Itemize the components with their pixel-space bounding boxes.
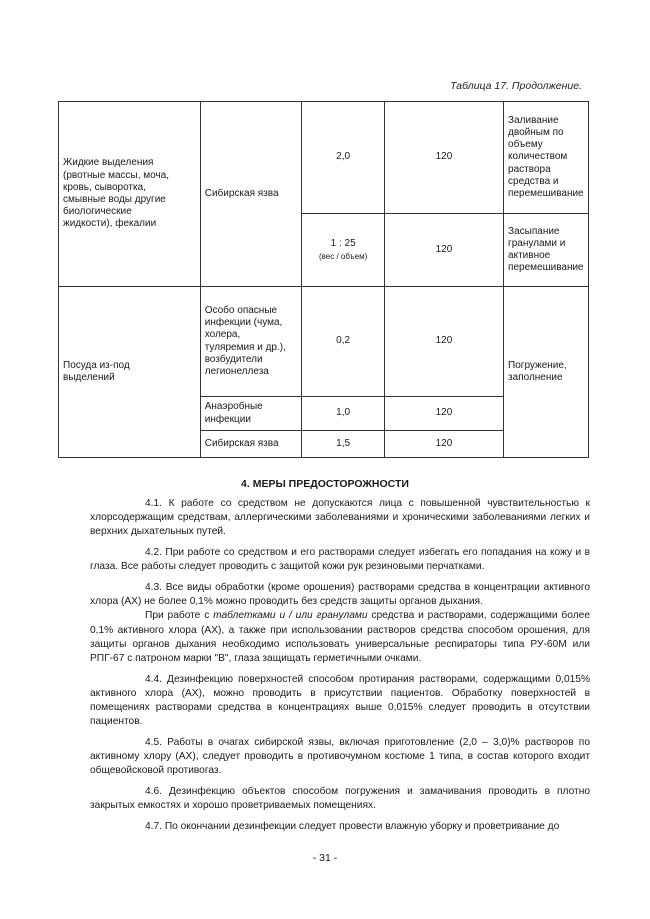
time-cell: 120 [384, 214, 503, 287]
time-cell: 120 [384, 102, 503, 214]
paragraph-4-4: 4.4. Дезинфекцию поверхностей способом протирания растворами, содержащими 0,015% активного хлора (АХ), можно проводить в присутствии пациентов. Обработку поверхностей в помещениях растворами средства в концентрациях выше 0,015% следует проводить в отсутствии пациентов. [90, 673, 590, 728]
paragraph-4-3: 4.3. Все виды обработки (кроме орошения) растворами средства в концентрации активного хлора (АХ) не более 0,1% можно проводить без средств защиты органов дыхания. [90, 582, 590, 608]
method-cell: Засыпание гранулами и активное перемешивание [504, 214, 589, 287]
method-cell: Погружение, заполнение [504, 287, 589, 458]
object-cell: Посуда из-под выделений [59, 287, 201, 458]
object-cell: Жидкие выделения (рвотные массы, моча, кровь, сыворотка, смывные воды другие биологические жидкости), фекалии [59, 102, 201, 287]
concentration-cell: 1,0 [302, 397, 385, 431]
infection-cell: Анаэробные инфекции [200, 397, 302, 431]
concentration-cell: 2,0 [302, 102, 385, 214]
emphasis-text: таблетками и / или гранулами [213, 610, 368, 622]
disinfection-table [58, 101, 589, 458]
concentration-cell [302, 214, 385, 287]
infection-cell: Сибирская язва [200, 102, 302, 287]
paragraph-4-3-continued [90, 609, 590, 666]
paragraph-4-5: 4.5. Работы в очагах сибирской язвы, включая приготовление (2,0 – 3,0)% растворов по активному хлору (АХ), следует проводить в противочумном костюме 1 типа, в состав которого входит общевойсковой противогаз. [90, 737, 590, 777]
table-caption: Таблица 17. Продолжение. [450, 80, 582, 92]
time-cell: 120 [384, 431, 503, 458]
time-cell: 120 [384, 287, 503, 397]
method-cell: Заливание двойным по объему количеством раствора средства и перемешивание [504, 102, 589, 214]
table-row [59, 102, 589, 214]
paragraph-4-7: 4.7. По окончании дезинфекции следует провести влажную уборку и проветривание до [145, 821, 560, 833]
concentration-cell: 1,5 [302, 431, 385, 458]
page-number: - 31 - [312, 852, 338, 864]
section-title: 4. МЕРЫ ПРЕДОСТОРОЖНОСТИ [241, 478, 409, 490]
concentration-ratio: 1 : 25 [330, 238, 356, 250]
paragraph-text: При работе с [145, 610, 214, 622]
concentration-cell: 0,2 [302, 287, 385, 397]
paragraph-4-1: 4.1. К работе со средством не допускаются лица с повышенной чувствительностью к хлорсодержащим средствам, аллергическими заболеваниями и хроническими заболеваниями легких и верхних дыхательных путей. [90, 498, 590, 538]
paragraph-text: средства и растворами, содержащими более 0,1% активного хлора (АХ), а также при использовании растворов средства способом орошения, для защиты органов дыхания необходимо использовать универсальные респираторы типа РУ-60М или РПГ-67 с патроном марки "В", глаза защищать герметичными очками. [90, 610, 590, 665]
infection-cell: Сибирская язва [200, 431, 302, 458]
concentration-note: (вес / объем) [318, 252, 368, 262]
paragraph-4-6: 4.6. Дезинфекцию объектов способом погружения и замачивания проводить в плотно закрытых емкостях и хорошо проветриваемых помещениях. [90, 786, 590, 812]
paragraph-4-2: 4.2. При работе со средством и его растворами следует избегать его попадания на кожу и в глаза. Все работы следует проводить с защитой кожи рук резиновыми перчатками. [90, 547, 590, 573]
table-row [59, 287, 589, 397]
infection-cell: Особо опасные инфекции (чума, холера, туляремия и др.), возбудители легионеллеза [200, 287, 302, 397]
time-cell: 120 [384, 397, 503, 431]
section-body [90, 497, 590, 841]
